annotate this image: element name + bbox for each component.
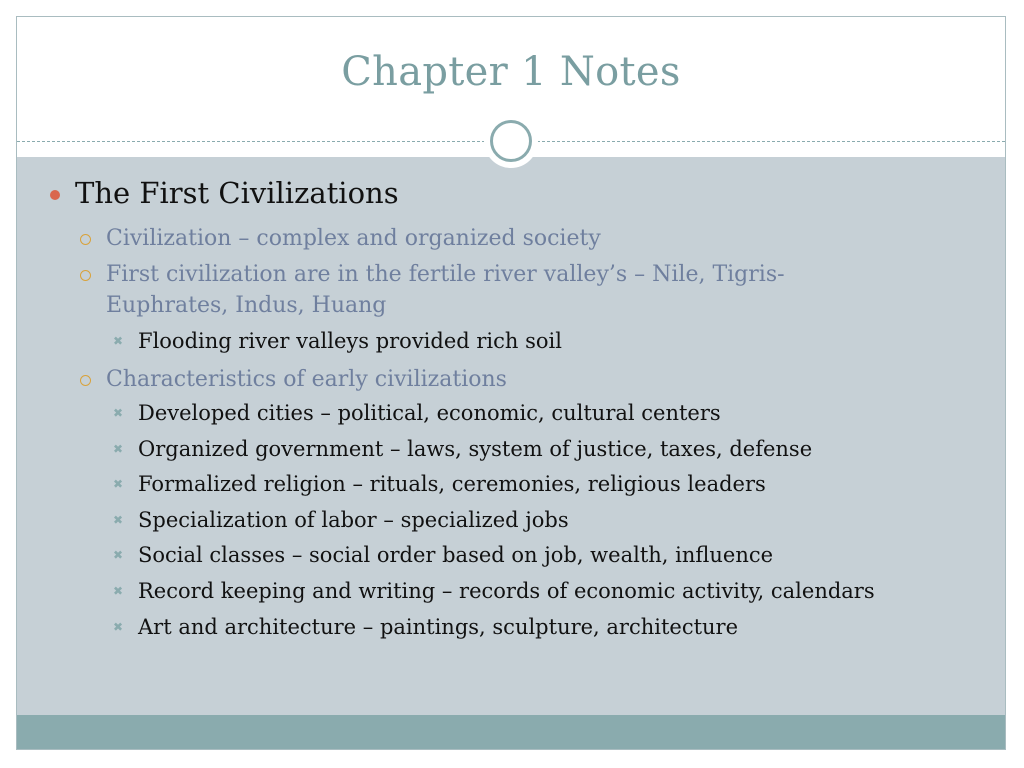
point-characteristics: Characteristics of early civilizations [106, 367, 507, 392]
level3-bullet-icon: ✖ [113, 334, 124, 348]
level3-bullet-icon: ✖ [113, 584, 124, 598]
level3-bullet-icon: ✖ [113, 620, 124, 634]
characteristic-item: Art and architecture – paintings, sculpture, architecture [138, 615, 739, 639]
level3-bullet-icon: ✖ [113, 442, 124, 456]
level3-bullet-icon: ✖ [113, 548, 124, 562]
point-first-civilization-line1: First civilization are in the fertile river valley’s – Nile, Tigris- [106, 262, 785, 287]
footer-bar [17, 715, 1005, 749]
characteristic-item: Social classes – social order based on job, wealth, influence [138, 543, 774, 567]
level2-bullet-icon [80, 270, 91, 281]
slide-title: Chapter 1 Notes [341, 49, 681, 95]
level3-bullet-icon: ✖ [113, 406, 124, 420]
characteristic-item: Organized government – laws, system of justice, taxes, defense [138, 437, 813, 461]
level3-bullet-icon: ✖ [113, 513, 124, 527]
level2-bullet-icon [80, 234, 91, 245]
slide [16, 16, 1006, 750]
characteristic-item: Developed cities – political, economic, cultural centers [138, 401, 721, 425]
characteristic-item: Specialization of labor – specialized jobs [138, 508, 569, 532]
divider-ring-icon [484, 114, 538, 168]
point-civilization: Civilization – complex and organized society [106, 226, 601, 251]
heading-first-civilizations: The First Civilizations [75, 176, 399, 210]
characteristic-item: Formalized religion – rituals, ceremonies, religious leaders [138, 472, 766, 496]
level1-bullet-icon [50, 190, 60, 200]
subpoint-flooding: Flooding river valleys provided rich soil [138, 329, 562, 353]
point-first-civilization-line2: Euphrates, Indus, Huang [106, 293, 387, 318]
content-area [17, 157, 1005, 717]
characteristic-item: Record keeping and writing – records of economic activity, calendars [138, 579, 875, 603]
level2-bullet-icon [80, 375, 91, 386]
level3-bullet-icon: ✖ [113, 477, 124, 491]
